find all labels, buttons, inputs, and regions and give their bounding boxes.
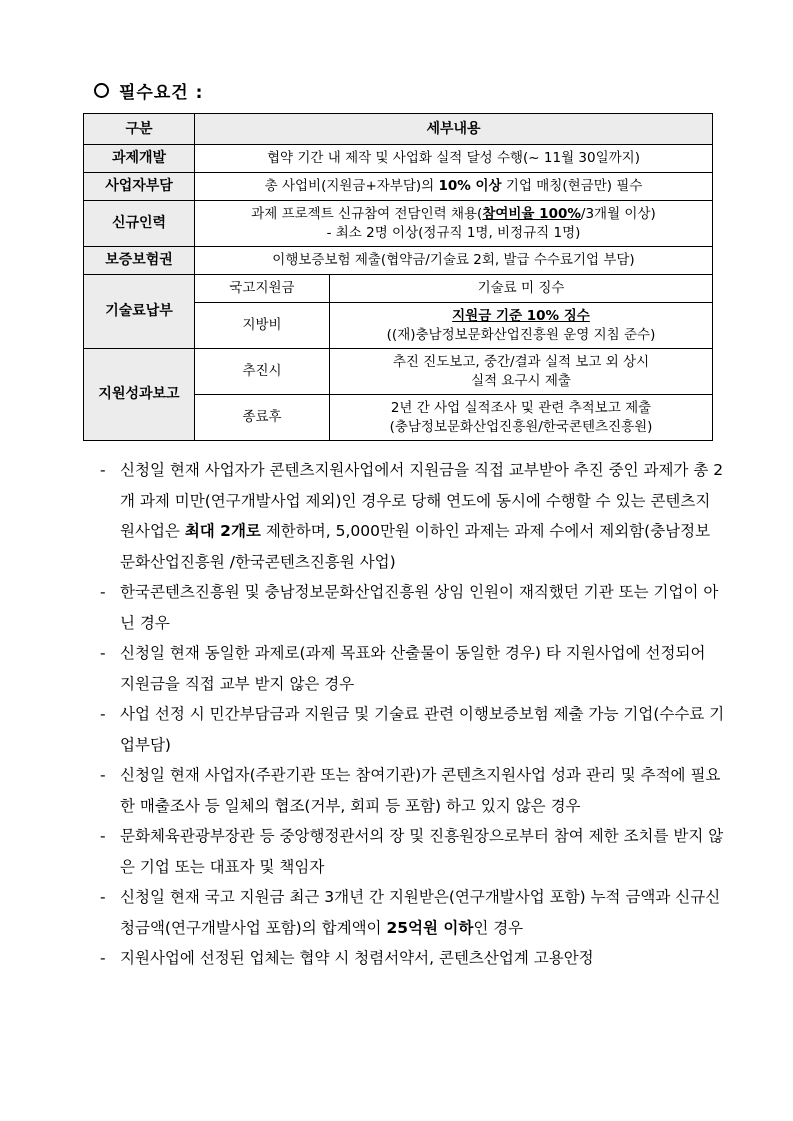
sub-label-local: 지방비 (195, 303, 330, 349)
section-title: 필수요건 : (119, 83, 204, 103)
row-label-task: 과제개발 (84, 145, 195, 173)
list-item: - 신청일 현재 동일한 과제로(과제 목표와 산출물이 동일한 경우) 타 지원사업에 선정되어 지원금을 직접 교부 받지 않은 경우 (100, 644, 706, 693)
hollow-circle-icon (94, 83, 109, 98)
table-row (84, 145, 713, 173)
table-row (84, 247, 713, 275)
conditions-list (100, 455, 725, 974)
list-item: - 신청일 현재 사업자가 콘텐츠지원사업에서 지원금을 직접 교부받아 추진 중인 과제가 총 2개 과제 미만(연구개발사업 제외)인 경우로 당해 연도에 동시에 수행할 수 있는 콘텐츠지원사업은 최대 2개로 제한하며, 5,000만원 이하인 과제는 과제 수에서 제외함(충남정보문화산업진흥원 /한국콘텐츠진흥원 사업) (100, 461, 724, 571)
header-details: 세부내용 (195, 114, 713, 145)
sub-text-national: 기술료 미 징수 (330, 275, 713, 303)
sub-text-end: 2년 간 사업 실적조사 및 관련 추적보고 제출 (충남정보문화산업진흥원/한국콘텐츠진흥원) (330, 395, 713, 441)
table-row (84, 201, 713, 247)
list-item: - 지원사업에 선정된 업체는 협약 시 청렴서약서, 콘텐츠산업계 고용안정 (100, 949, 594, 967)
table-row (84, 173, 713, 201)
list-item: - 신청일 현재 국고 지원금 최근 3개년 간 지원받은(연구개발사업 포함) 누적 금액과 신규신청금액(연구개발사업 포함)의 합계액이 25억원 이하인 경우 (100, 888, 721, 937)
sub-label-progress: 추진시 (195, 349, 330, 395)
sub-label-national: 국고지원금 (195, 275, 330, 303)
row-text-staff: 과제 프로젝트 신규참여 전담인력 채용(참여비율 100%/3개월 이상) - 최소 2명 이상(정규직 1명, 비정규직 1명) (195, 201, 713, 247)
section-heading (94, 78, 203, 103)
table-row (84, 275, 713, 303)
row-text-burden: 총 사업비(지원금+자부담)의 10% 이상 기업 매칭(현금만) 필수 (195, 173, 713, 201)
sub-label-end: 종료후 (195, 395, 330, 441)
list-item: - 문화체육관광부장관 등 중앙행정관서의 장 및 진흥원장으로부터 참여 제한 조치를 받지 않은 기업 또는 대표자 및 책임자 (100, 827, 724, 876)
row-label-burden: 사업자부담 (84, 173, 195, 201)
row-text-task: 협약 기간 내 제작 및 사업화 실적 달성 수행(~ 11월 30일까지) (195, 145, 713, 173)
table-row (84, 349, 713, 395)
row-label-staff: 신규인력 (84, 201, 195, 247)
row-label-insurance: 보증보험권 (84, 247, 195, 275)
list-item: - 한국콘텐츠진흥원 및 충남정보문화산업진흥원 상임 인원이 재직했던 기관 또는 기업이 아닌 경우 (100, 583, 719, 632)
row-label-fee: 기술료납부 (84, 275, 195, 349)
row-label-report: 지원성과보고 (84, 349, 195, 441)
list-item: - 신청일 현재 사업자(주관기관 또는 참여기관)가 콘텐츠지원사업 성과 관리 및 추적에 필요한 매출조사 등 일체의 협조(거부, 회피 등 포함) 하고 있지 않은 경우 (100, 766, 721, 815)
list-item: - 사업 선정 시 민간부담금과 지원금 및 기술료 관련 이행보증보험 제출 가능 기업(수수료 기업부담) (100, 705, 725, 754)
sub-text-progress: 추진 진도보고, 중간/결과 실적 보고 외 상시 실적 요구시 제출 (330, 349, 713, 395)
header-category: 구분 (84, 114, 195, 145)
row-text-insurance: 이행보증보험 제출(협약금/기술료 2회, 발급 수수료기업 부담) (195, 247, 713, 275)
requirements-table (83, 113, 713, 441)
table-header-row (84, 114, 713, 145)
sub-text-local: 지원금 기준 10% 징수 ((재)충남정보문화산업진흥원 운영 지침 준수) (330, 303, 713, 349)
